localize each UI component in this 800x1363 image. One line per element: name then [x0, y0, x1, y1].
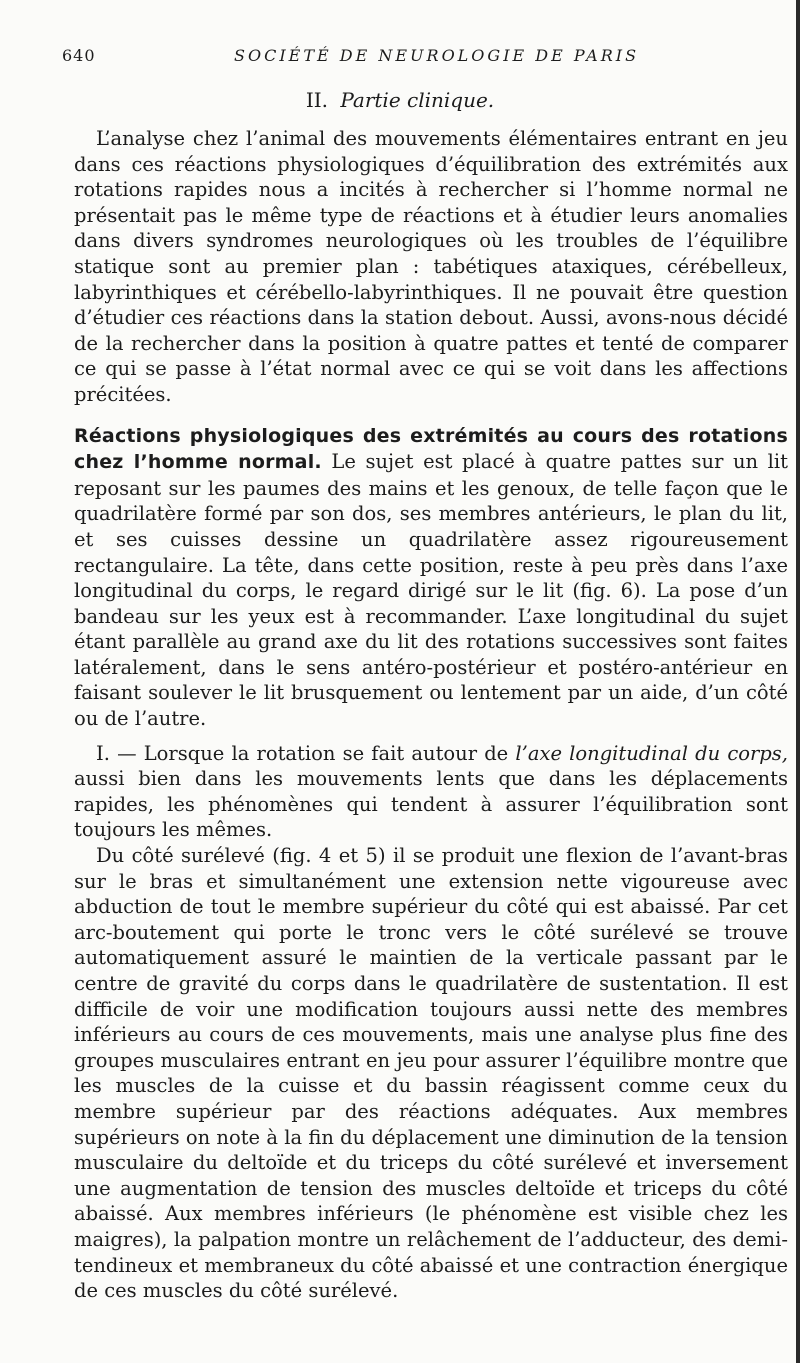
paragraph-heading: Réactions physiologiques des extrémités au cours des rotations chez l’homme normal. — [74, 424, 788, 474]
paragraph-longitudinal-axis-text: aussi bien dans les mouvements lents que dans les déplacements rapides, les phénomènes qui tendent à assurer l’équilibration sont toujours les mêmes. — [74, 767, 788, 842]
page-number: 640 — [62, 46, 96, 65]
paragraph-normal-reactions-text: Le sujet est placé à quatre pattes sur un lit reposant sur les paumes des mains et les genoux, de telle façon que le quadrilatère formé par son dos, ses membres antérieurs, le plan du lit, et ses cuisses dessine un quadrilatère assez rigoureusement rectangulaire. La tête, dans cette position, reste à peu près dans l’axe longitudinal du corps, le regard dirigé sur le lit (fig. 6). La pose d’un bandeau sur les yeux est à recommander. L’axe longitudinal du sujet étant parallèle au grand axe du lit des rotations successives sont faites latéralement, dans le sens antéro-postérieur et postéro-antérieur en faisant soulever le lit brusquement ou lentement par un aide, d’un côté ou de l’autre. — [74, 450, 788, 731]
section-title-text: Partie clinique. — [340, 88, 495, 112]
paragraph-longitudinal-axis — [74, 741, 788, 843]
paragraph-lead: I. — Lorsque la rotation se fait autour de — [96, 741, 509, 765]
page-header — [62, 46, 762, 70]
page-edge-shadow — [796, 0, 800, 1363]
paragraph-normal-reactions — [74, 423, 788, 732]
paragraph-italic-term: l’axe longitudinal du corps, — [515, 741, 788, 765]
running-head: SOCIÉTÉ DE NEUROLOGIE DE PARIS — [234, 46, 640, 65]
section-number: II. — [305, 88, 328, 112]
paragraph-intro: L’analyse chez l’animal des mouvements élémentaires entrant en jeu dans ces réactions physiologiques d’équilibration des extrémités aux rotations rapides nous a incités à rechercher si l’homme normal ne présentait pas le même type de réactions et à étudier leurs anomalies dans divers syndromes neurologiques où les troubles de l’équilibre statique sont au premier plan : tabétiques ataxiques, cérébelleux, labyrinthiques et cérébello-labyrinthiques. Il ne pouvait être question d’étudier ces réactions dans la station debout. Aussi, avons-nous décidé de la rechercher dans la position à quatre pattes et tenté de comparer ce qui se passe à l’état normal avec ce qui se voit dans les affections précitées. — [74, 127, 788, 406]
body-text — [74, 126, 788, 1304]
paragraph-elevated-side: Du côté surélevé (fig. 4 et 5) il se produit une flexion de l’avant-bras sur le bras et simultanément une extension nette vigoureuse avec abduction de tout le membre supérieur du côté qui est abaissé. Par cet arc-boutement qui porte le tronc vers le côté surélevé se trouve automatiquement assuré le maintien de la verticale passant par le centre de gravité du corps dans le quadrilatère de sustentation. Il est difficile de voir une modification toujours aussi nette des membres inférieurs au cours de ces mouvements, mais une analyse plus fine des groupes musculaires entrant en jeu pour assurer l’équilibre montre que les muscles de la cuisse et du bassin réagissent comme ceux du membre supérieur par des réactions adéquates. Aux membres supérieurs on note à la fin du déplacement une diminution de la tension musculaire du deltoïde et du triceps du côté surélevé et inversement une augmentation de tension des muscles deltoïde et triceps du côté abaissé. Aux membres inférieurs (le phénomène est visible chez les maigres), la palpation montre un relâchement de l’adducteur, des demi-tendineux et membraneux du côté abaissé et une contraction énergique de ces muscles du côté surélevé. — [74, 844, 788, 1303]
section-title — [0, 88, 800, 112]
